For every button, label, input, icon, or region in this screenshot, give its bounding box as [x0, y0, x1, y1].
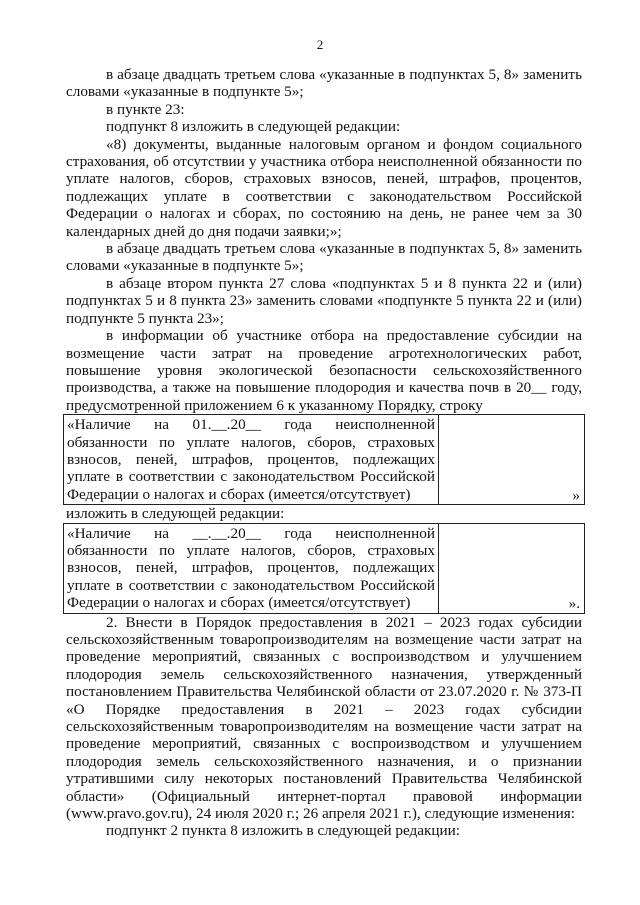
new-row-value-cell [439, 523, 585, 613]
paragraph: подпункт 2 пункта 8 изложить в следующей редакции: [106, 822, 460, 840]
paragraph: подпункт 8 изложить в следующей редакции: [106, 118, 401, 136]
old-row-table [63, 414, 585, 505]
paragraph: 2. Внести в Порядок предоставления в 2021 – 2023 годах субсидии сельскохозяйственным товаропроизводителям на возмещение части затрат на проведение мероприятий, связанных с воспроизводством и улучшением плодородия земель сельскохозяйственного назначения, утвержденный постановлением Правительства Челябинской области от 23.07.2020 г. № 373-П «О Порядке предоставления в 2021 – 2023 годах субсидии сельскохозяйственным товаропроизводителям на возмещение части затрат на проведение мероприятий, связанных с воспроизводством и улучшением плодородия земель сельскохозяйственного назначения, и о признании утратившими силу некоторых постановлений Правительства Челябинской области» (Официальный интернет-портал правовой информации (www.pravo.gov.ru), 24 июля 2020 г.; 26 апреля 2021 г.), следующие изменения: [66, 613, 582, 823]
paragraph: «8) документы, выданные налоговым органом и фондом социального страхования, об отсутствии у участника отбора неисполненной обязанности по уплате налогов, сборов, страховых взносов, пеней, штрафов, процентов, подлежащих уплате в соответствии с законодательством Российской Федерации о налогах и сборах, по состоянию на день, не ранее чем за 30 календарных дней до дня подачи заявки;»; [66, 135, 582, 240]
old-row-text: «Наличие на 01.__.20__ года неисполненной обязанности по уплате налогов, сборов, страховых взносов, пеней, штрафов, процентов, подлежащих уплате в соответствии с законодательством Российской Федерации о налогах и сборах (имеется/отсутствует) [64, 415, 439, 505]
paragraph: в абзаце двадцать третьем слова «указанные в подпунктах 5, 8» заменить словами «указанные в подпункте 5»; [66, 240, 582, 275]
paragraph: в пункте 23: [106, 100, 185, 118]
paragraph: в информации об участнике отбора на предоставление субсидии на возмещение части затрат на проведение агротехнологических работ, повышение уровня экологической безопасности сельскохозяйственного производства, а также на повышение плодородия и качества почв в 20__ году, предусмотренной приложением 6 к указанному Порядку, строку [66, 327, 582, 414]
document-body [66, 66, 582, 840]
closing-quote: » [572, 486, 580, 504]
closing-quote: ». [568, 595, 580, 613]
paragraph: в абзаце втором пункта 27 слова «подпунктах 5 и 8 пункта 22 и (или) подпунктах 5 и 8 пункта 23» заменить словами «подпункте 5 пункта 22 и (или) подпункте 5 пункта 23»; [66, 274, 582, 327]
paragraph: изложить в следующей редакции: [66, 505, 285, 523]
new-row-text: «Наличие на __.__.20__ года неисполненной обязанности по уплате налогов, сборов, страховых взносов, пеней, штрафов, процентов, подлежащих уплате в соответствии с законодательством Российской Федерации о налогах и сборах (имеется/отсутствует) [64, 523, 439, 613]
old-row-value-cell [439, 415, 585, 505]
paragraph: в абзаце двадцать третьем слова «указанные в подпунктах 5, 8» заменить словами «указанные в подпункте 5»; [66, 66, 582, 101]
page-number: 2 [316, 37, 324, 52]
new-row-table [63, 523, 585, 614]
